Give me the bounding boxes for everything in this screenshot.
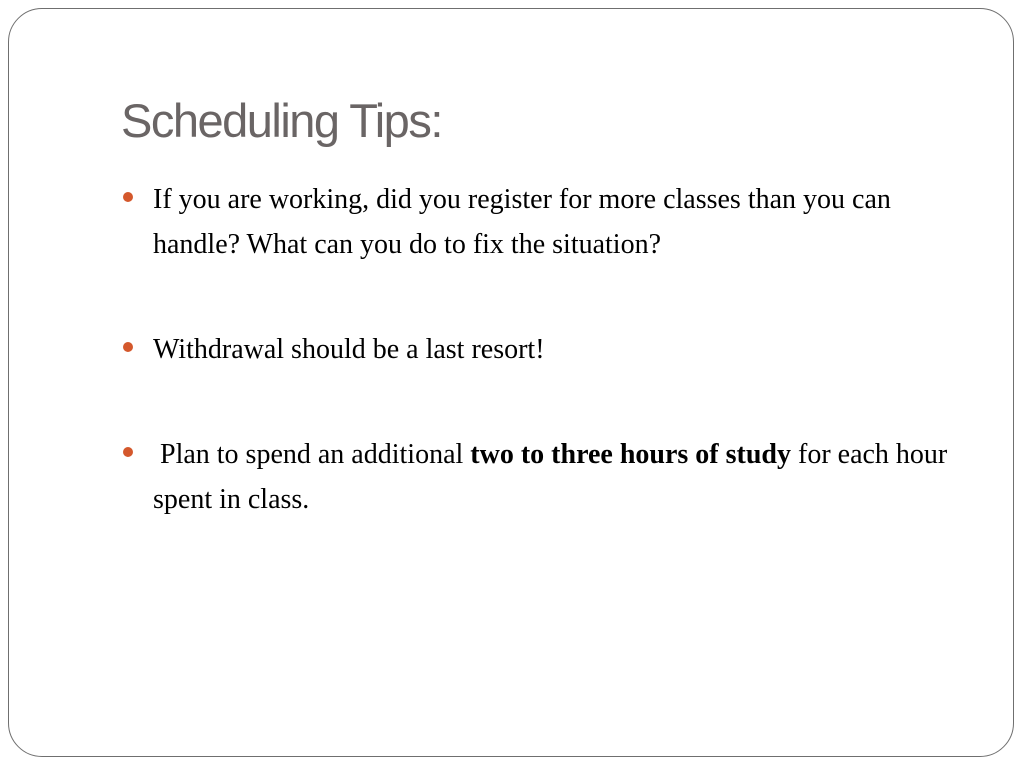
- bullet-dot-icon: [123, 192, 133, 202]
- bullet-text: If you are working, did you register for more classes than you can handle? What can you do to fix the situation?: [153, 184, 891, 260]
- slide-title: Scheduling Tips:: [121, 94, 442, 147]
- bullet-item: [123, 177, 973, 267]
- bullet-text: Withdrawal should be a last resort!: [153, 334, 545, 365]
- bullet-text-after: for each hour spent in class.: [153, 439, 948, 515]
- bullet-dot-icon: [123, 447, 133, 457]
- bullet-text-before: Plan to spend an additional: [153, 439, 471, 470]
- bullet-item: [123, 327, 973, 372]
- bullet-item: [123, 432, 973, 522]
- slide: [8, 8, 1014, 757]
- bullet-list: [123, 177, 973, 522]
- bullet-text-emphasis: two to three hours of study: [470, 439, 791, 470]
- bullet-dot-icon: [123, 342, 133, 352]
